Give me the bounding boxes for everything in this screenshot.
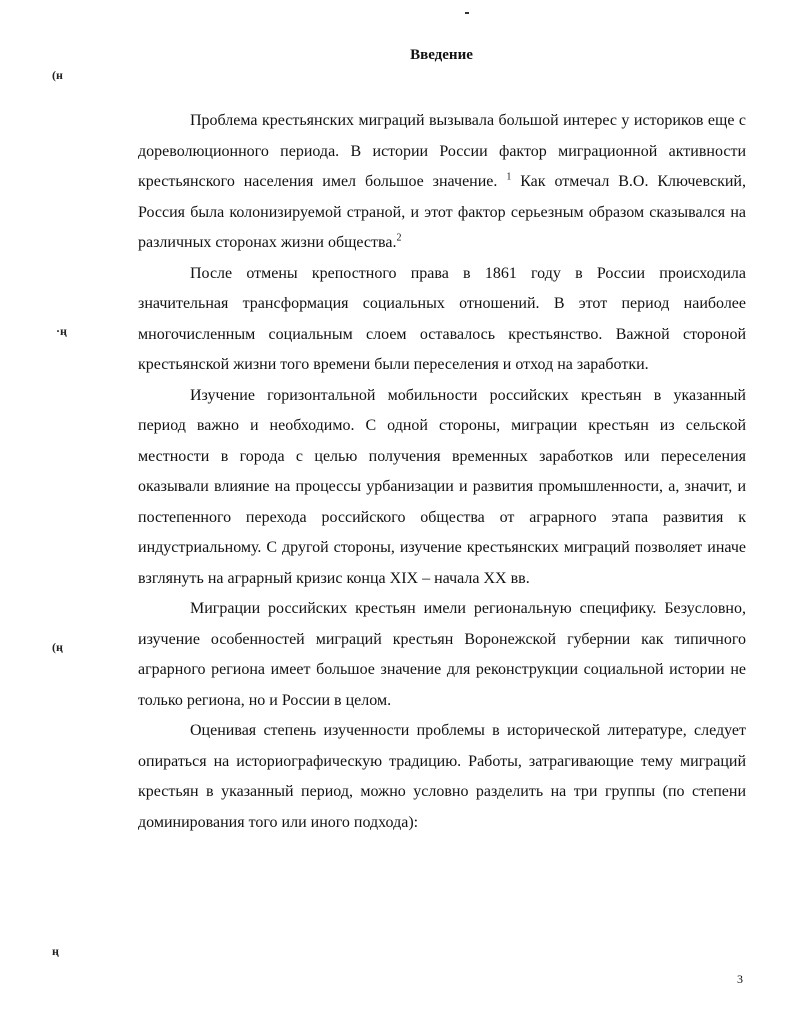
scan-speck xyxy=(465,12,469,14)
paragraph-1-text-after: Как отмечал В.О. Ключевский, Россия была колонизируемой страной, и этот фактор серьезным образом сказывался на различных сторонах жизни общества. xyxy=(138,173,746,251)
paragraph-1 xyxy=(138,106,746,259)
margin-mark-3: (ң xyxy=(52,640,63,654)
page-number: 3 xyxy=(737,972,743,986)
paragraph-4: Миграции российских крестьян имели региональную специфику. Безусловно, изучение особенностей миграций крестьян Воронежской губернии как типичного аграрного региона имеет большое значение для реконструкции социальной истории не только региона, но и России в целом. xyxy=(138,600,746,709)
margin-mark-2: ·ң xyxy=(56,324,67,338)
margin-mark-1: (н xyxy=(52,68,63,82)
footnote-ref-2: 2 xyxy=(396,232,402,244)
document-body xyxy=(138,106,746,838)
margin-mark-4: ң xyxy=(52,944,59,958)
paragraph-1-text: Проблема крестьянских миграций вызывала большой интерес у историков еще с дореволюционного периода. В истории России фактор миграционной активности крестьянского населения имел большое значение. xyxy=(138,112,746,190)
paragraph-2: После отмены крепостного права в 1861 году в России происходила значительная трансформация социальных отношений. В этот период наиболее многочисленным социальным слоем оставалось крестьянство. Важной стороной крестьянской жизни того времени были переселения и отход на заработки. xyxy=(138,264,746,373)
page-title: Введение xyxy=(410,47,473,63)
paragraph-3: Изучение горизонтальной мобильности российских крестьян в указанный период важно и необходимо. С одной стороны, миграции крестьян из сельской местности в города с целью получения временных заработков или переселения оказывали влияние на процессы урбанизации и развития промышленности, а, значит, и постепенного перехода российского общества от аграрного этапа развития к индустриальному. С другой стороны, изучение крестьянских миграций позволяет иначе взглянуть на аграрный кризис конца XIX – начала XX вв. xyxy=(138,386,746,587)
paragraph-5: Оценивая степень изученности проблемы в исторической литературе, следует опираться на историографическую традицию. Работы, затрагивающие тему миграций крестьян в указанный период, можно условно разделить на три группы (по степени доминирования того или иного подхода): xyxy=(138,722,746,831)
footnote-ref-1: 1 xyxy=(506,171,512,183)
